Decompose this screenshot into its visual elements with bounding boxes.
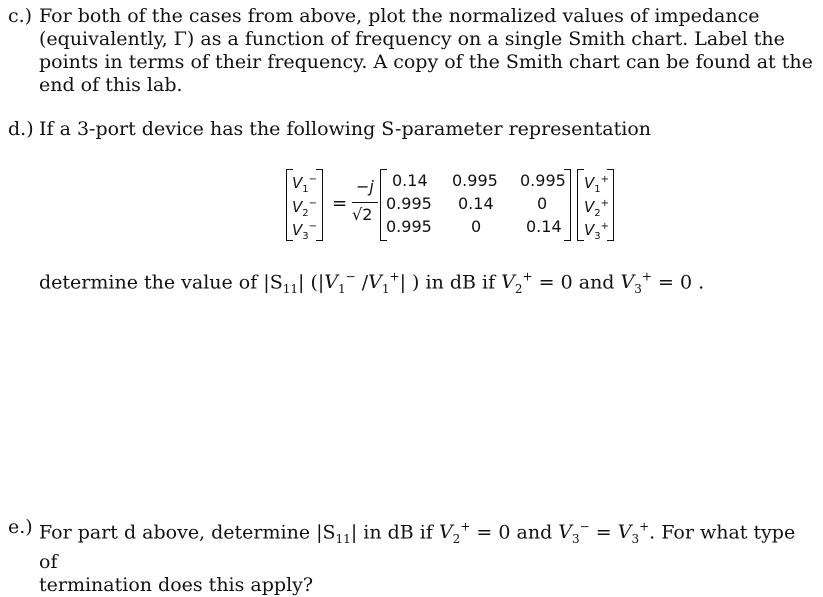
matrix-right-bracket — [564, 169, 571, 241]
v2-plus: $V_2^+$ — [501, 270, 533, 297]
matrix-cell: 0.995 — [386, 194, 432, 213]
v3-plus: $V_3^+$ — [617, 520, 650, 547]
lhs-right-bracket — [316, 169, 323, 241]
v3-minus: $V_3^-$ — [558, 520, 590, 547]
s-parameter-equation — [282, 167, 642, 243]
matrix-cell: 0 — [537, 194, 548, 213]
matrix-cell: 0 — [471, 217, 482, 236]
lhs-v1: $V_1^-$ — [292, 174, 318, 195]
v3-plus: $V_3^+$ — [620, 270, 652, 297]
determine-mid: | (| — [298, 271, 325, 294]
lhs-v2: $V_2^-$ — [292, 198, 318, 219]
matrix-cell: 0.995 — [386, 217, 432, 236]
part-e-text-b: | in dB if — [350, 521, 439, 544]
part-e-text-e: . For what type of — [39, 521, 796, 574]
part-e-text-c: = 0 and — [470, 521, 559, 544]
part-e-text-a: For part d above, determine |S — [39, 521, 336, 544]
part-e-text — [39, 516, 819, 597]
matrix-cell: 0.995 — [452, 171, 498, 190]
v1-plus: $V_1^+$ — [368, 270, 400, 297]
part-e-text-d: = — [589, 521, 618, 544]
equals-sign: = — [332, 193, 348, 214]
rhs-left-bracket — [577, 169, 584, 241]
v1-minus: $V_1^-$ — [324, 270, 356, 297]
part-c-text: For both of the cases from above, plot the normalized values of impedance (equivalently, Γ) as a function of frequency on a single Smith chart. Label the points in terms of their frequency. A copy of the Smith chart can be found at the end of this lab. — [39, 5, 813, 96]
lhs-v3: $V_3^-$ — [292, 221, 318, 242]
determine-cond2: = 0 . — [651, 271, 705, 294]
matrix-cell: 0.995 — [520, 171, 566, 190]
part-d-text: If a 3-port device has the following S-parameter representation — [39, 118, 651, 140]
coefficient-numerator: −j — [356, 177, 374, 196]
rhs-v2: $V_2^+$ — [584, 198, 610, 219]
part-d-determine-line: determine the value of $|S_{11}|$ ($|V_1^-$ $/V_1^+|$ ) in dB if $V_2^+ = 0$ and $V_3^+ = 0$ . — [39, 270, 705, 297]
part-e-label: e.) — [8, 516, 33, 538]
rhs-v3: $V_3^+$ — [584, 221, 610, 242]
determine-cond1: = 0 and — [532, 271, 621, 294]
matrix-cell: 0.14 — [526, 217, 562, 236]
rhs-v1: $V_1^+$ — [584, 174, 610, 195]
v2-plus: $V_2^+$ — [438, 520, 471, 547]
part-c-label: c.) — [8, 5, 33, 27]
matrix-cell: 0.14 — [458, 194, 494, 213]
coefficient-denominator: √2 — [352, 205, 373, 224]
coefficient-fraction-bar — [352, 202, 378, 203]
part-d-label: d.) — [8, 118, 34, 140]
s11-subscript: 11 — [335, 532, 351, 547]
rhs-right-bracket — [607, 169, 614, 241]
determine-prefix: determine the value of |S — [39, 271, 283, 294]
matrix-cell: 0.14 — [392, 171, 428, 190]
determine-tail: | ) in dB if — [399, 271, 502, 294]
s11-subscript: 11 — [282, 282, 299, 297]
part-e-line2: termination does this apply? — [39, 574, 314, 597]
